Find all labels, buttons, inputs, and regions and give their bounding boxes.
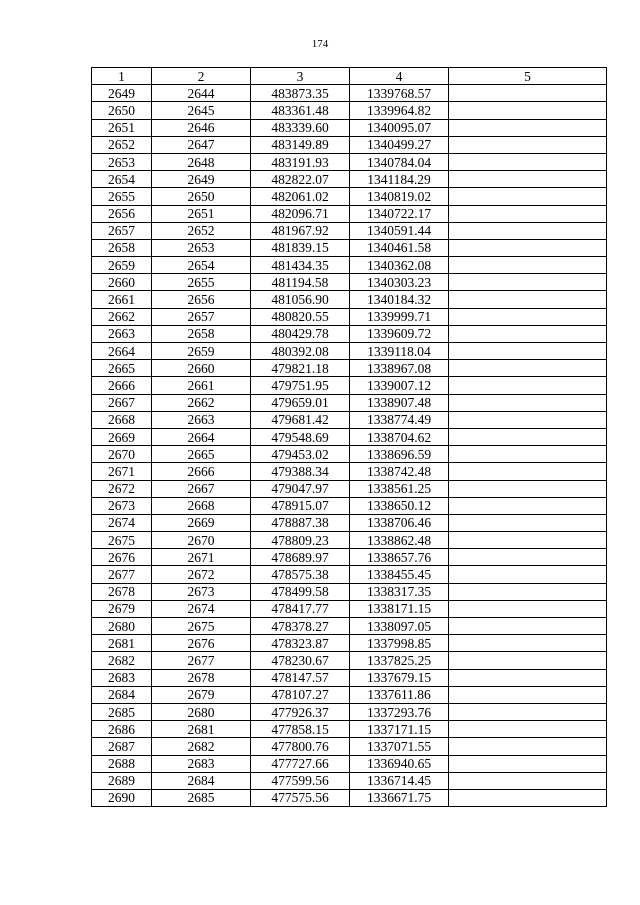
point-id-cell: 2678 <box>92 583 152 600</box>
y-coordinate-cell: 1338862.48 <box>350 532 449 549</box>
note-cell <box>449 222 607 239</box>
ref-number-cell: 2648 <box>152 153 251 170</box>
ref-number-cell: 2673 <box>152 583 251 600</box>
point-id-cell: 2670 <box>92 446 152 463</box>
x-coordinate-cell: 478809.23 <box>251 532 350 549</box>
x-coordinate-cell: 480429.78 <box>251 325 350 342</box>
x-coordinate-cell: 478147.57 <box>251 669 350 686</box>
note-cell <box>449 205 607 222</box>
ref-number-cell: 2644 <box>152 85 251 102</box>
table-row <box>92 583 607 600</box>
point-id-cell: 2650 <box>92 102 152 119</box>
point-id-cell: 2689 <box>92 772 152 789</box>
point-id-cell: 2673 <box>92 497 152 514</box>
x-coordinate-cell: 478378.27 <box>251 618 350 635</box>
note-cell <box>449 136 607 153</box>
point-id-cell: 2672 <box>92 480 152 497</box>
y-coordinate-cell: 1338706.46 <box>350 514 449 531</box>
note-cell <box>449 119 607 136</box>
point-id-cell: 2681 <box>92 635 152 652</box>
column-header-5: 5 <box>449 68 607 85</box>
y-coordinate-cell: 1338097.05 <box>350 618 449 635</box>
x-coordinate-cell: 479821.18 <box>251 360 350 377</box>
point-id-cell: 2687 <box>92 738 152 755</box>
x-coordinate-cell: 479548.69 <box>251 428 350 445</box>
y-coordinate-cell: 1340095.07 <box>350 119 449 136</box>
x-coordinate-cell: 481056.90 <box>251 291 350 308</box>
page-number: 174 <box>311 38 329 50</box>
table-row <box>92 360 607 377</box>
table-row <box>92 532 607 549</box>
y-coordinate-cell: 1337998.85 <box>350 635 449 652</box>
x-coordinate-cell: 481194.58 <box>251 274 350 291</box>
table-row <box>92 669 607 686</box>
y-coordinate-cell: 1340184.32 <box>350 291 449 308</box>
x-coordinate-cell: 478887.38 <box>251 514 350 531</box>
ref-number-cell: 2665 <box>152 446 251 463</box>
ref-number-cell: 2650 <box>152 188 251 205</box>
point-id-cell: 2657 <box>92 222 152 239</box>
table-row <box>92 222 607 239</box>
x-coordinate-cell: 478575.38 <box>251 566 350 583</box>
table-row <box>92 549 607 566</box>
table-row <box>92 755 607 772</box>
ref-number-cell: 2685 <box>152 789 251 806</box>
point-id-cell: 2671 <box>92 463 152 480</box>
y-coordinate-cell: 1339999.71 <box>350 308 449 325</box>
point-id-cell: 2654 <box>92 171 152 188</box>
x-coordinate-cell: 477800.76 <box>251 738 350 755</box>
note-cell <box>449 153 607 170</box>
x-coordinate-cell: 482061.02 <box>251 188 350 205</box>
table-row <box>92 514 607 531</box>
note-cell <box>449 291 607 308</box>
point-id-cell: 2669 <box>92 428 152 445</box>
point-id-cell: 2659 <box>92 257 152 274</box>
x-coordinate-cell: 479751.95 <box>251 377 350 394</box>
x-coordinate-cell: 480820.55 <box>251 308 350 325</box>
ref-number-cell: 2646 <box>152 119 251 136</box>
table-row <box>92 257 607 274</box>
ref-number-cell: 2653 <box>152 239 251 256</box>
point-id-cell: 2653 <box>92 153 152 170</box>
x-coordinate-cell: 481839.15 <box>251 239 350 256</box>
y-coordinate-cell: 1340722.17 <box>350 205 449 222</box>
note-cell <box>449 394 607 411</box>
ref-number-cell: 2681 <box>152 721 251 738</box>
note-cell <box>449 274 607 291</box>
note-cell <box>449 102 607 119</box>
note-cell <box>449 463 607 480</box>
x-coordinate-cell: 478499.58 <box>251 583 350 600</box>
x-coordinate-cell: 477926.37 <box>251 703 350 720</box>
note-cell <box>449 566 607 583</box>
note-cell <box>449 325 607 342</box>
note-cell <box>449 85 607 102</box>
table-header <box>92 68 607 85</box>
note-cell <box>449 377 607 394</box>
y-coordinate-cell: 1336671.75 <box>350 789 449 806</box>
column-header-3: 3 <box>251 68 350 85</box>
table-row <box>92 171 607 188</box>
point-id-cell: 2658 <box>92 239 152 256</box>
ref-number-cell: 2676 <box>152 635 251 652</box>
x-coordinate-cell: 483339.60 <box>251 119 350 136</box>
note-cell <box>449 239 607 256</box>
ref-number-cell: 2678 <box>152 669 251 686</box>
y-coordinate-cell: 1340784.04 <box>350 153 449 170</box>
column-header-2: 2 <box>152 68 251 85</box>
point-id-cell: 2675 <box>92 532 152 549</box>
table-row <box>92 686 607 703</box>
x-coordinate-cell: 477599.56 <box>251 772 350 789</box>
ref-number-cell: 2658 <box>152 325 251 342</box>
y-coordinate-cell: 1338774.49 <box>350 411 449 428</box>
y-coordinate-cell: 1338967.08 <box>350 360 449 377</box>
y-coordinate-cell: 1337825.25 <box>350 652 449 669</box>
y-coordinate-cell: 1337679.15 <box>350 669 449 686</box>
y-coordinate-cell: 1339118.04 <box>350 343 449 360</box>
table-row <box>92 463 607 480</box>
table-row <box>92 377 607 394</box>
ref-number-cell: 2654 <box>152 257 251 274</box>
point-id-cell: 2666 <box>92 377 152 394</box>
table-row <box>92 566 607 583</box>
note-cell <box>449 686 607 703</box>
note-cell <box>449 738 607 755</box>
x-coordinate-cell: 483361.48 <box>251 102 350 119</box>
point-id-cell: 2676 <box>92 549 152 566</box>
note-cell <box>449 171 607 188</box>
x-coordinate-cell: 479681.42 <box>251 411 350 428</box>
x-coordinate-cell: 478107.27 <box>251 686 350 703</box>
point-id-cell: 2682 <box>92 652 152 669</box>
table-row <box>92 85 607 102</box>
table-row <box>92 635 607 652</box>
table-row <box>92 308 607 325</box>
note-cell <box>449 600 607 617</box>
note-cell <box>449 772 607 789</box>
note-cell <box>449 755 607 772</box>
y-coordinate-cell: 1338171.15 <box>350 600 449 617</box>
table-row <box>92 102 607 119</box>
note-cell <box>449 583 607 600</box>
ref-number-cell: 2649 <box>152 171 251 188</box>
note-cell <box>449 652 607 669</box>
y-coordinate-cell: 1340819.02 <box>350 188 449 205</box>
ref-number-cell: 2652 <box>152 222 251 239</box>
y-coordinate-cell: 1340362.08 <box>350 257 449 274</box>
note-cell <box>449 343 607 360</box>
x-coordinate-cell: 478689.97 <box>251 549 350 566</box>
x-coordinate-cell: 479453.02 <box>251 446 350 463</box>
x-coordinate-cell: 478323.87 <box>251 635 350 652</box>
ref-number-cell: 2661 <box>152 377 251 394</box>
point-id-cell: 2685 <box>92 703 152 720</box>
point-id-cell: 2684 <box>92 686 152 703</box>
ref-number-cell: 2680 <box>152 703 251 720</box>
note-cell <box>449 428 607 445</box>
ref-number-cell: 2660 <box>152 360 251 377</box>
x-coordinate-cell: 479659.01 <box>251 394 350 411</box>
y-coordinate-cell: 1338704.62 <box>350 428 449 445</box>
point-id-cell: 2649 <box>92 85 152 102</box>
ref-number-cell: 2682 <box>152 738 251 755</box>
table-row <box>92 703 607 720</box>
point-id-cell: 2664 <box>92 343 152 360</box>
x-coordinate-cell: 478915.07 <box>251 497 350 514</box>
ref-number-cell: 2669 <box>152 514 251 531</box>
y-coordinate-cell: 1340303.23 <box>350 274 449 291</box>
point-id-cell: 2686 <box>92 721 152 738</box>
note-cell <box>449 721 607 738</box>
point-id-cell: 2674 <box>92 514 152 531</box>
table-row <box>92 394 607 411</box>
point-id-cell: 2690 <box>92 789 152 806</box>
y-coordinate-cell: 1338317.35 <box>350 583 449 600</box>
ref-number-cell: 2657 <box>152 308 251 325</box>
ref-number-cell: 2675 <box>152 618 251 635</box>
note-cell <box>449 532 607 549</box>
point-id-cell: 2683 <box>92 669 152 686</box>
table-row <box>92 600 607 617</box>
y-coordinate-cell: 1337293.76 <box>350 703 449 720</box>
note-cell <box>449 669 607 686</box>
table-body <box>92 85 607 807</box>
ref-number-cell: 2672 <box>152 566 251 583</box>
y-coordinate-cell: 1336714.45 <box>350 772 449 789</box>
table-row <box>92 325 607 342</box>
y-coordinate-cell: 1339768.57 <box>350 85 449 102</box>
y-coordinate-cell: 1338561.25 <box>350 480 449 497</box>
table-row <box>92 772 607 789</box>
ref-number-cell: 2677 <box>152 652 251 669</box>
y-coordinate-cell: 1339964.82 <box>350 102 449 119</box>
note-cell <box>449 514 607 531</box>
table-row <box>92 652 607 669</box>
table-row <box>92 343 607 360</box>
column-header-1: 1 <box>92 68 152 85</box>
x-coordinate-cell: 478230.67 <box>251 652 350 669</box>
table-row <box>92 274 607 291</box>
x-coordinate-cell: 483149.89 <box>251 136 350 153</box>
table-row <box>92 119 607 136</box>
y-coordinate-cell: 1340591.44 <box>350 222 449 239</box>
point-id-cell: 2663 <box>92 325 152 342</box>
point-id-cell: 2667 <box>92 394 152 411</box>
y-coordinate-cell: 1337171.15 <box>350 721 449 738</box>
table-row <box>92 205 607 222</box>
note-cell <box>449 411 607 428</box>
point-id-cell: 2661 <box>92 291 152 308</box>
ref-number-cell: 2670 <box>152 532 251 549</box>
x-coordinate-cell: 483873.35 <box>251 85 350 102</box>
note-cell <box>449 618 607 635</box>
y-coordinate-cell: 1337611.86 <box>350 686 449 703</box>
point-id-cell: 2660 <box>92 274 152 291</box>
table-row <box>92 480 607 497</box>
point-id-cell: 2652 <box>92 136 152 153</box>
table-row <box>92 239 607 256</box>
column-header-4: 4 <box>350 68 449 85</box>
table-row <box>92 136 607 153</box>
coordinates-table <box>91 67 607 807</box>
x-coordinate-cell: 483191.93 <box>251 153 350 170</box>
note-cell <box>449 497 607 514</box>
table-row <box>92 291 607 308</box>
point-id-cell: 2677 <box>92 566 152 583</box>
point-id-cell: 2688 <box>92 755 152 772</box>
ref-number-cell: 2666 <box>152 463 251 480</box>
y-coordinate-cell: 1338742.48 <box>350 463 449 480</box>
note-cell <box>449 480 607 497</box>
ref-number-cell: 2645 <box>152 102 251 119</box>
note-cell <box>449 446 607 463</box>
table-row <box>92 428 607 445</box>
ref-number-cell: 2683 <box>152 755 251 772</box>
y-coordinate-cell: 1338650.12 <box>350 497 449 514</box>
point-id-cell: 2680 <box>92 618 152 635</box>
point-id-cell: 2655 <box>92 188 152 205</box>
ref-number-cell: 2679 <box>152 686 251 703</box>
y-coordinate-cell: 1339007.12 <box>350 377 449 394</box>
y-coordinate-cell: 1337071.55 <box>350 738 449 755</box>
ref-number-cell: 2647 <box>152 136 251 153</box>
y-coordinate-cell: 1341184.29 <box>350 171 449 188</box>
note-cell <box>449 257 607 274</box>
table-row <box>92 411 607 428</box>
point-id-cell: 2679 <box>92 600 152 617</box>
note-cell <box>449 789 607 806</box>
x-coordinate-cell: 482822.07 <box>251 171 350 188</box>
y-coordinate-cell: 1338455.45 <box>350 566 449 583</box>
ref-number-cell: 2656 <box>152 291 251 308</box>
table-row <box>92 153 607 170</box>
x-coordinate-cell: 477575.56 <box>251 789 350 806</box>
table-row <box>92 721 607 738</box>
x-coordinate-cell: 477727.66 <box>251 755 350 772</box>
table-row <box>92 789 607 806</box>
point-id-cell: 2651 <box>92 119 152 136</box>
y-coordinate-cell: 1340461.58 <box>350 239 449 256</box>
note-cell <box>449 549 607 566</box>
table-row <box>92 618 607 635</box>
ref-number-cell: 2664 <box>152 428 251 445</box>
ref-number-cell: 2668 <box>152 497 251 514</box>
x-coordinate-cell: 481967.92 <box>251 222 350 239</box>
point-id-cell: 2665 <box>92 360 152 377</box>
ref-number-cell: 2671 <box>152 549 251 566</box>
x-coordinate-cell: 478417.77 <box>251 600 350 617</box>
ref-number-cell: 2662 <box>152 394 251 411</box>
table-row <box>92 188 607 205</box>
x-coordinate-cell: 482096.71 <box>251 205 350 222</box>
ref-number-cell: 2659 <box>152 343 251 360</box>
x-coordinate-cell: 479047.97 <box>251 480 350 497</box>
point-id-cell: 2668 <box>92 411 152 428</box>
ref-number-cell: 2655 <box>152 274 251 291</box>
table-row <box>92 738 607 755</box>
y-coordinate-cell: 1338696.59 <box>350 446 449 463</box>
y-coordinate-cell: 1338907.48 <box>350 394 449 411</box>
ref-number-cell: 2674 <box>152 600 251 617</box>
y-coordinate-cell: 1338657.76 <box>350 549 449 566</box>
point-id-cell: 2662 <box>92 308 152 325</box>
note-cell <box>449 360 607 377</box>
ref-number-cell: 2663 <box>152 411 251 428</box>
x-coordinate-cell: 477858.15 <box>251 721 350 738</box>
table-row <box>92 497 607 514</box>
y-coordinate-cell: 1336940.65 <box>350 755 449 772</box>
table-row <box>92 446 607 463</box>
note-cell <box>449 703 607 720</box>
y-coordinate-cell: 1340499.27 <box>350 136 449 153</box>
ref-number-cell: 2684 <box>152 772 251 789</box>
ref-number-cell: 2651 <box>152 205 251 222</box>
y-coordinate-cell: 1339609.72 <box>350 325 449 342</box>
ref-number-cell: 2667 <box>152 480 251 497</box>
note-cell <box>449 635 607 652</box>
note-cell <box>449 188 607 205</box>
header-row <box>92 68 607 85</box>
x-coordinate-cell: 479388.34 <box>251 463 350 480</box>
x-coordinate-cell: 481434.35 <box>251 257 350 274</box>
point-id-cell: 2656 <box>92 205 152 222</box>
x-coordinate-cell: 480392.08 <box>251 343 350 360</box>
note-cell <box>449 308 607 325</box>
